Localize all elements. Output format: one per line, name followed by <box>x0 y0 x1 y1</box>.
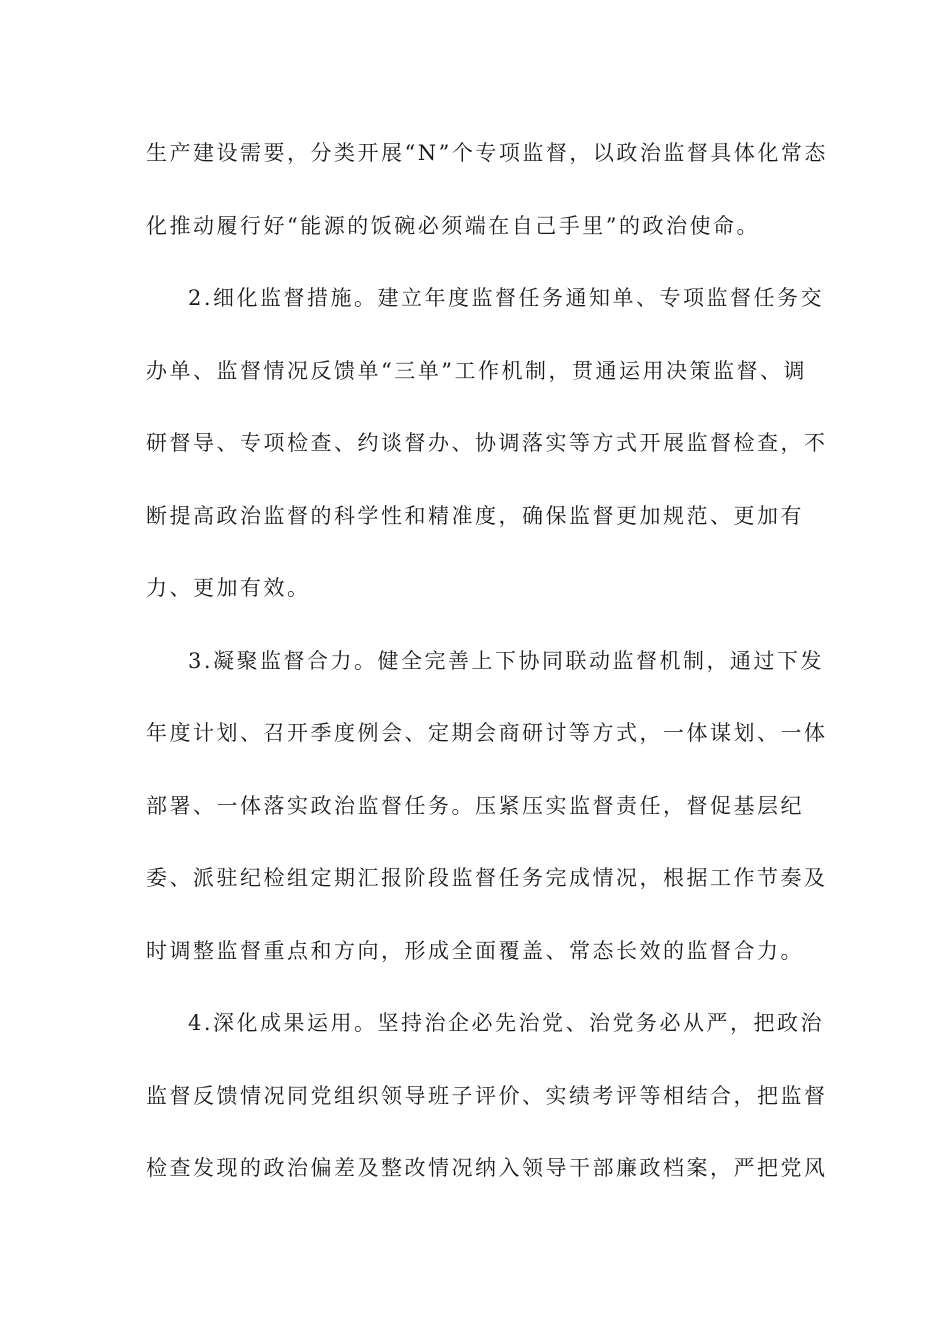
body-text <box>146 131 828 1219</box>
text-line: 断提高政治监督的科学性和精准度，确保监督更加规范、更加有 <box>146 503 804 528</box>
text-line: 生产建设需要，分类开展“N”个专项监督，以政治监督具体化常态 <box>146 141 828 165</box>
text-line: 研督导、专项检查、约谈督办、协调落实等方式开展监督检查，不 <box>146 431 828 455</box>
text-line: 化推动履行好“能源的饭碗必须端在自己手里”的政治使命。 <box>146 213 760 238</box>
text-line: 部署、一体落实政治监督任务。压紧压实监督责任，督促基层纪 <box>146 793 804 818</box>
text-line: 监督反馈情况同党组织领导班子评价、实绩考评等相结合，把监督 <box>146 1083 828 1108</box>
text-line: 年度计划、召开季度例会、定期会商研讨等方式，一体谋划、一体 <box>146 721 828 745</box>
text-line: 委、派驻纪检组定期汇报阶段监督任务完成情况，根据工作节奏及 <box>146 866 828 890</box>
text-line: 办单、监督情况反馈单“三单”工作机制，贯通运用决策监督、调 <box>146 358 807 383</box>
text-line: 时调整监督重点和方向，形成全面覆盖、常态长效的监督合力。 <box>146 938 804 963</box>
text-line: 3.凝聚监督合力。健全完善上下协同联动监督机制，通过下发 <box>188 648 825 673</box>
text-line: 力、更加有效。 <box>146 576 311 600</box>
text-line: 4.深化成果运用。坚持治企必先治党、治党务必从严，把政治 <box>188 1011 825 1035</box>
text-line: 检查发现的政治偏差及整改情况纳入领导干部廉政档案，严把党风 <box>146 1156 828 1180</box>
text-line: 2.细化监督措施。建立年度监督任务通知单、专项监督任务交 <box>188 286 825 310</box>
